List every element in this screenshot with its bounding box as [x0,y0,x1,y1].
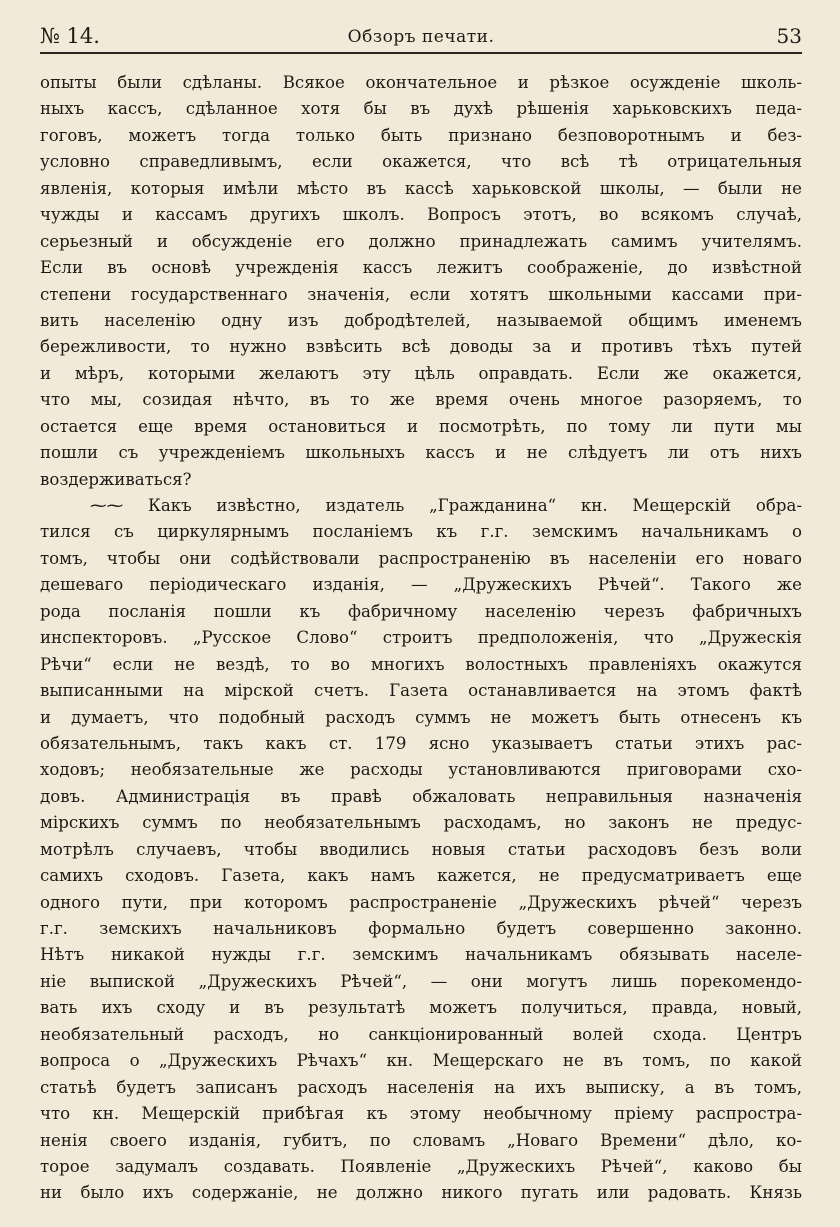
text-line: вопроса о „Дружескихъ Рѣчахъ“ кн. Мещерскаго не въ томъ, по какой [40,1051,802,1071]
running-title: Обзоръ печати. [347,27,495,47]
text-line: вить населенію одну изъ добродѣтелей, называемой общимъ именемъ [40,310,802,330]
text-line: ни было ихъ содержаніе, не должно никого пугать или радовать. Князь [40,1183,802,1203]
text-line: инспекторовъ. „Русское Слово“ строитъ предположенія, что „Дружескія [40,628,802,648]
text-line: ніе выпиской „Дружескихъ Рѣчей“, — они могутъ лишь порекомендо- [40,971,802,991]
text-line: ходовъ; необязательные же расходы установливаются приговорами схо- [40,760,802,780]
running-header [40,22,802,52]
text-line: необязательный расходъ, но санкціонированный волей схода. Центръ [40,1024,802,1044]
text-line: воздерживаться? [40,469,192,489]
text-line: довъ. Администрація въ правѣ обжаловать неправильныя назначенія [40,786,802,806]
text-line: условно справедливымъ, если окажется, что всѣ тѣ отрицательныя [40,152,802,172]
text-line: что кн. Мещерскій прибѣгая къ этому необычному пріему распростра- [40,1104,802,1124]
header-rule [40,52,802,54]
body-text [40,70,802,1207]
text-line: дешеваго періодическаго изданія, — „Дружескихъ Рѣчей“. Такого же [40,575,802,595]
text-line: ⁓⁓ Какъ извѣстно, издатель „Гражданина“ кн. Мещерскій обра- [90,496,802,515]
text-line: чужды и кассамъ другихъ школъ. Вопросъ этотъ, во всякомъ случаѣ, [40,205,802,225]
text-line: тился съ циркулярнымъ посланіемъ къ г.г. земскимъ начальникамъ о [40,522,802,542]
text-line: явленія, которыя имѣли мѣсто въ кассѣ харьковской школы, — были не [40,178,802,198]
text-line: и думаетъ, что подобный расходъ суммъ не можетъ быть отнесенъ къ [40,707,802,727]
page-number: 53 [776,24,802,48]
text-line: статьѣ будетъ записанъ расходъ населенія на ихъ выписку, а въ томъ, [40,1077,802,1097]
text-line: ненія своего изданія, губитъ, по словамъ „Новаго Времени“ дѣло, ко- [40,1130,802,1150]
text-line: Если въ основѣ учрежденія кассъ лежитъ соображеніе, до извѣстной [40,258,802,278]
text-line: гоговъ, можетъ тогда только быть признано безповоротнымъ и без- [40,125,802,145]
text-line: вать ихъ сходу и въ результатѣ можетъ получиться, правда, новый, [40,998,802,1018]
text-line: одного пути, при которомъ распространеніе „Дружескихъ рѣчей“ черезъ [40,892,802,912]
text-line: торое задумалъ создавать. Появленіе „Дружескихъ Рѣчей“, каково бы [40,1156,802,1176]
text-line: г.г. земскихъ начальниковъ формально будетъ совершенно законно. [40,919,802,938]
text-line: Нѣтъ никакой нужды г.г. земскимъ начальникамъ обязывать населе- [40,945,802,965]
text-line: что мы, созидая нѣчто, въ то же время очень многое разоряемъ, то [40,390,802,410]
text-line: мірскихъ суммъ по необязательнымъ расходамъ, но законъ не предус- [40,813,802,833]
text-line: и мѣръ, которыми желаютъ эту цѣль оправдать. Если же окажется, [40,363,802,383]
text-line: ныхъ кассъ, сдѣланное хотя бы въ духѣ рѣшенія харьковскихъ педа- [40,99,802,119]
text-line: обязательнымъ, такъ какъ ст. 179 ясно указываетъ статьи этихъ рас- [40,733,802,753]
text-line: серьезный и обсужденіе его должно принадлежать самимъ учителямъ. [40,231,802,251]
text-line: Рѣчи“ если не вездѣ, то во многихъ волостныхъ правленіяхъ окажутся [40,654,802,674]
text-line: томъ, чтобы они содѣйствовали распространенію въ населеніи его новаго [40,548,802,568]
text-line: мотрѣлъ случаевъ, чтобы вводились новыя статьи расходовъ безъ воли [40,839,802,859]
issue-number: № 14. [40,24,100,48]
text-line: бережливости, то нужно взвѣсить всѣ доводы за и противъ тѣхъ путей [40,337,802,357]
text-line: остается еще время остановиться и посмотрѣть, по тому ли пути мы [40,416,802,436]
text-line: рода посланія пошли къ фабричному населенію черезъ фабричныхъ [40,601,802,621]
text-line: опыты были сдѣланы. Всякое окончательное и рѣзкое осужденіе школь- [40,73,802,92]
text-line: выписанными на мірской счетъ. Газета останавливается на этомъ фактѣ [40,681,802,701]
text-line: степени государственнаго значенія, если хотятъ школьными кассами при- [40,284,802,304]
text-line: самихъ сходовъ. Газета, какъ намъ кажется, не предусматриваетъ еще [40,866,802,886]
text-line: пошли съ учрежденіемъ школьныхъ кассъ и не слѣдуетъ ли отъ нихъ [40,443,802,463]
